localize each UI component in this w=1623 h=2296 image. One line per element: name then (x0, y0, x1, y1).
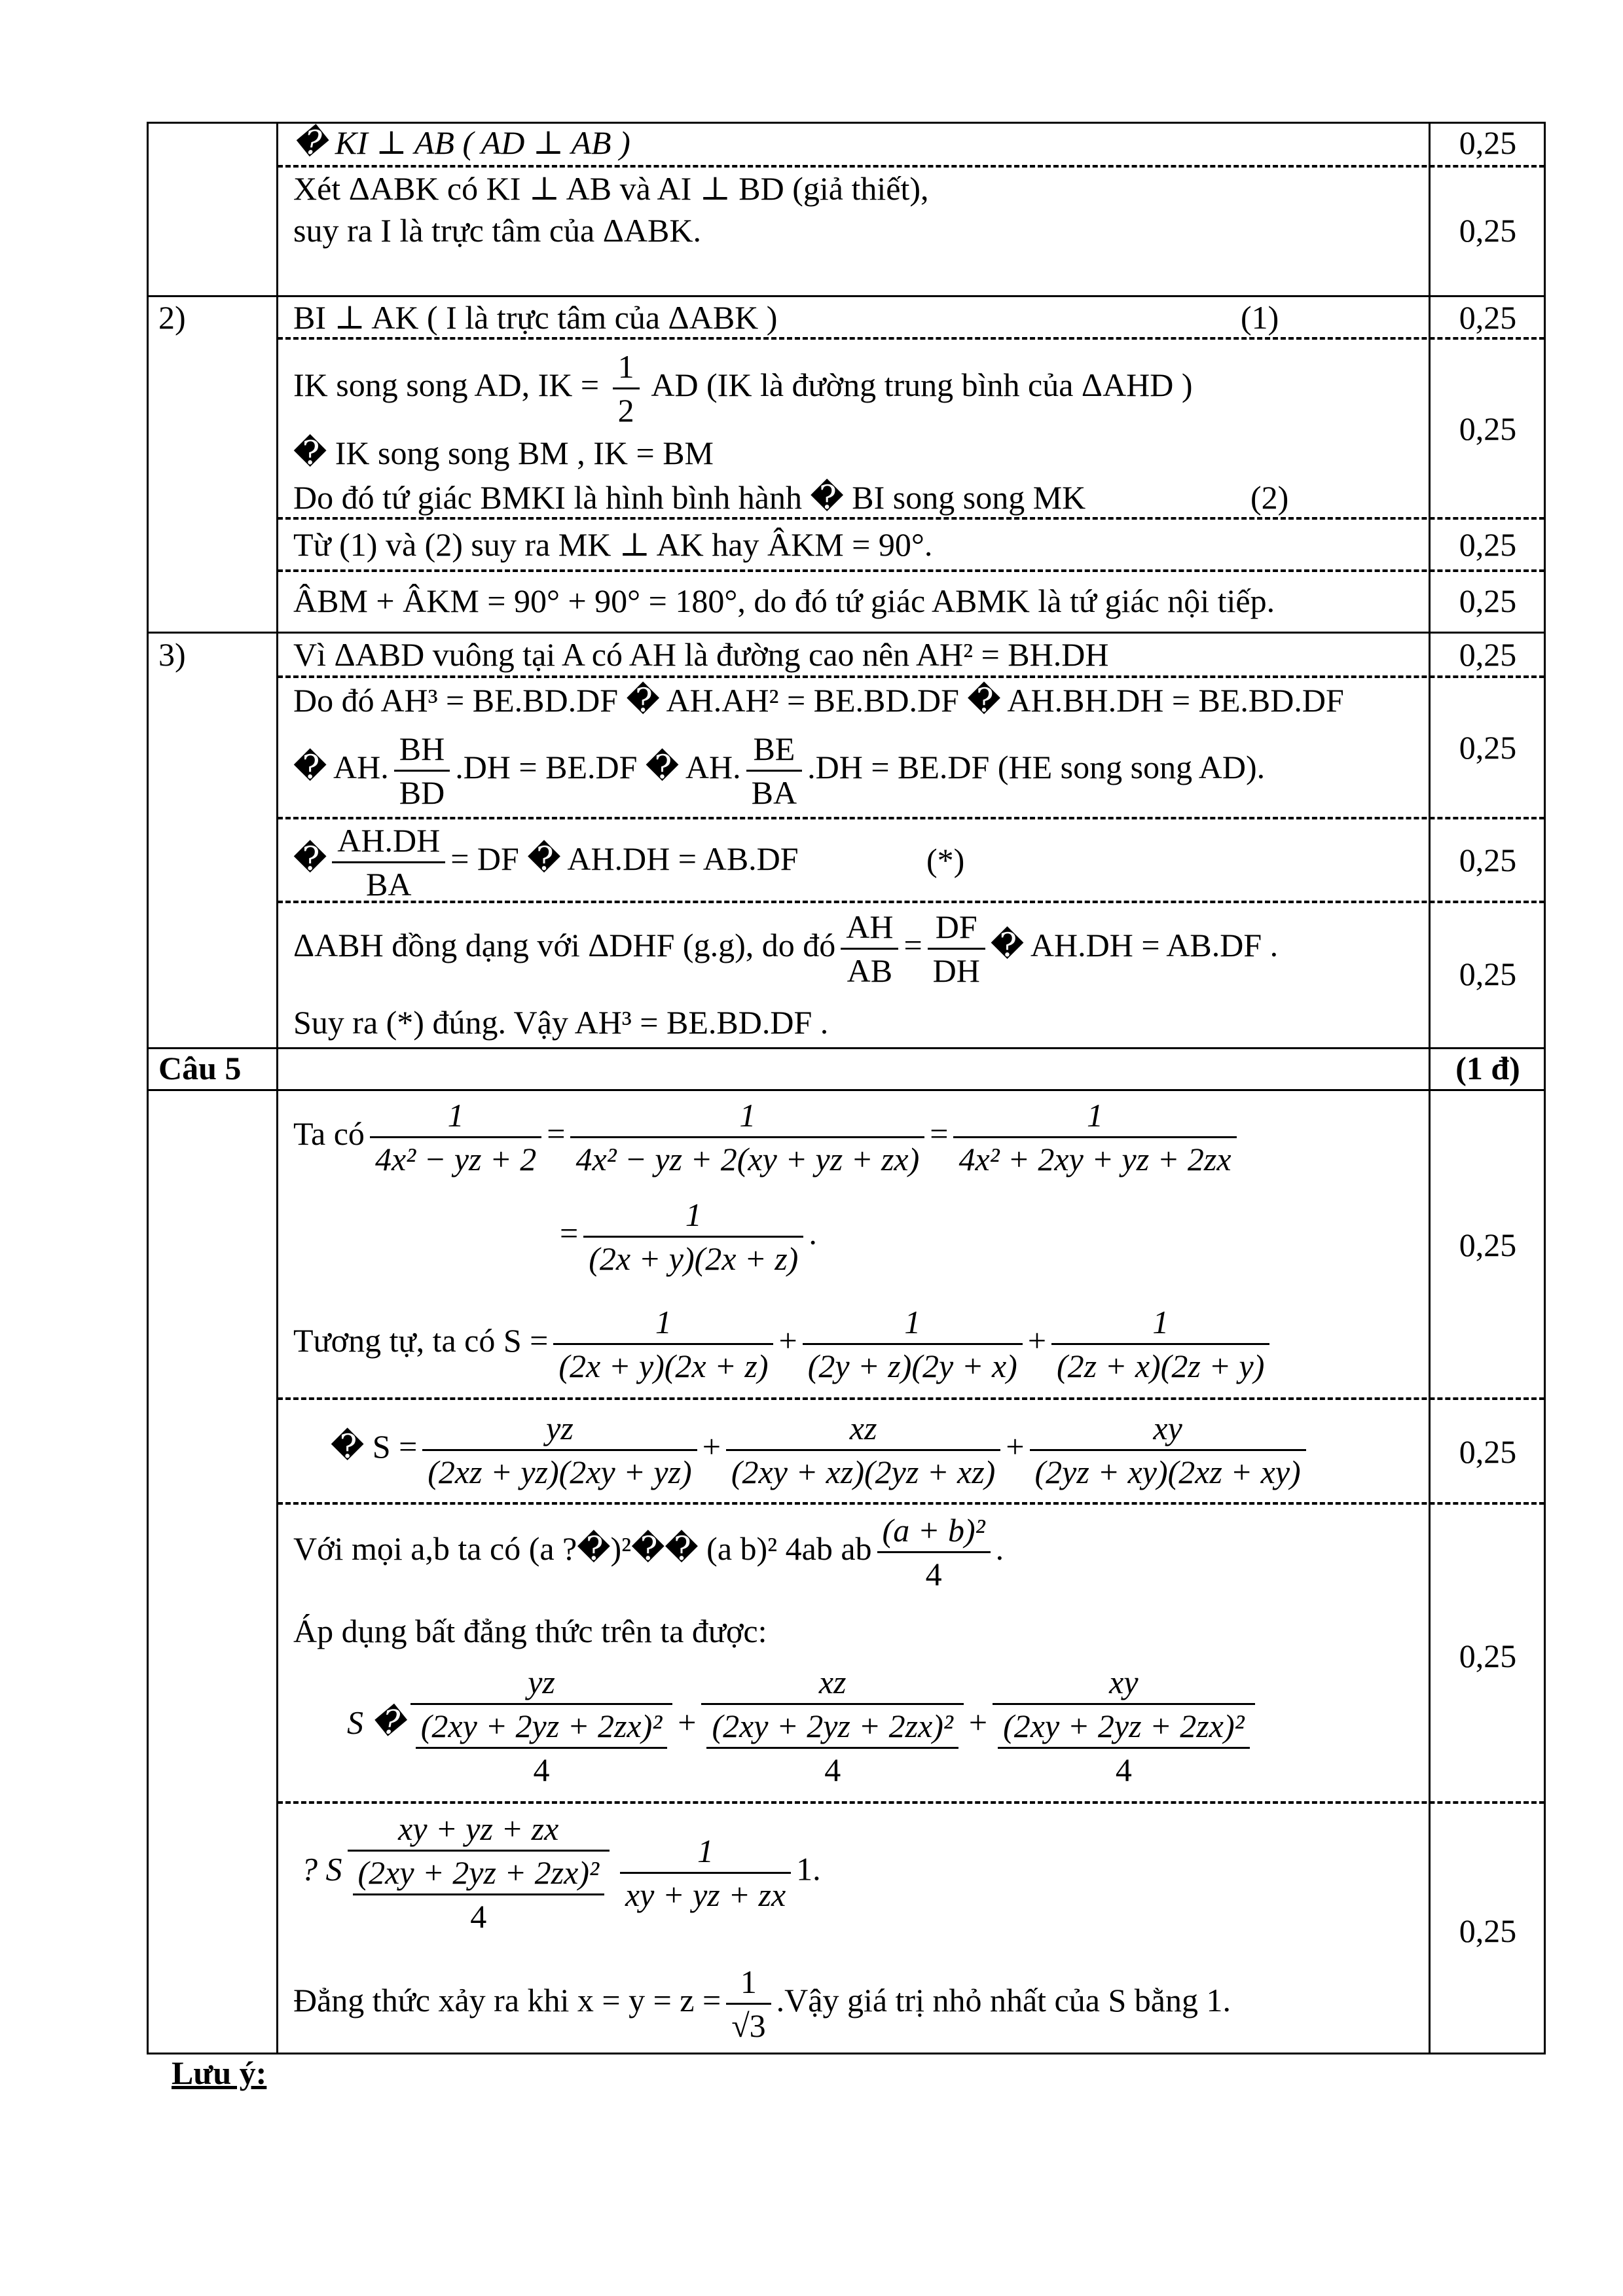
c5-line-3: Tương tự, ta có S = $\frac{1}{(2x + y)(2x + z)}$ + $\frac{1}{(2y + z)(2y + x)}$ + $\frac{1}{(2z + x)(2z + y)}$ (293, 1301, 1275, 1387)
frac-num: 1 (553, 1301, 773, 1345)
score: 0,25 (1459, 1638, 1517, 1674)
frac-den: 4 (1115, 1751, 1132, 1788)
q2-tag-2: (2) (1250, 479, 1289, 516)
frac-den: (2x + y)(2x + z) (558, 1348, 769, 1384)
fraction (620, 1830, 791, 1916)
frac-num: yz (410, 1661, 672, 1705)
q2-line-2-pre: IK song song AD, IK = (293, 366, 600, 403)
fraction (570, 1094, 924, 1180)
r1-line-1: � KI ⊥ AB ( AD ⊥ AB ) (293, 124, 630, 161)
score: 0,25 (1459, 526, 1517, 563)
nested-fraction (701, 1661, 963, 1791)
frac-num: xy (993, 1661, 1254, 1705)
c5-line-9-b: .Vậy giá trị nhỏ nhất của S bằng 1. (776, 1981, 1231, 2018)
frac-num: yz (422, 1407, 697, 1451)
frac-den: 2 (617, 392, 634, 429)
border-left (147, 122, 149, 2054)
q3-line-1: Vì ΔABD vuông tại A có AH là đường cao nên AH² = BH.DH (293, 636, 1109, 673)
c5-line-4-a: � S = (331, 1427, 418, 1465)
frac-num: AH.DH (332, 819, 445, 863)
frac-num: 1 (620, 1830, 791, 1874)
q3-line-5 (293, 906, 1278, 992)
frac-num: (2xy + 2yz + 2zx)² (353, 1852, 604, 1895)
score: 0,25 (1459, 636, 1517, 673)
q2-line-6: ÂBM + ÂKM = 90° + 90° = 180°, do đó tứ giác ABMK là tứ giác nội tiếp. (293, 583, 1275, 619)
nested-fraction (993, 1661, 1254, 1791)
q3-line-5-b: � AH.DH = AB.DF . (990, 926, 1279, 963)
frac-den: BA (366, 866, 412, 903)
fraction (1030, 1407, 1306, 1493)
dash-sep (278, 1397, 1544, 1400)
border-col1 (276, 122, 278, 2054)
frac-den: (2xz + yz)(2xy + yz) (428, 1454, 692, 1490)
fraction (746, 728, 802, 814)
frac-den: 4x² − yz + 2(xy + yz + zx) (575, 1141, 920, 1177)
fraction (726, 1961, 771, 2047)
frac-den: 4 (470, 1898, 487, 1935)
q3-label: 3) (158, 636, 186, 673)
q3-line-2: Do đó AH³ = BE.BD.DF � AH.AH² = BE.BD.DF � AH.BH.DH = BE.BD.DF (293, 682, 1344, 719)
fraction (726, 1407, 1000, 1493)
fraction (953, 1094, 1236, 1180)
row-divider-4 (147, 1047, 1546, 1049)
score: 0,25 (1459, 956, 1517, 992)
c5-line-7: S � yz (2xy + 2yz + 2zx)² 4 + xz (2xy + 2yz + 2zx)² 4 + xy (2xy + 2yz + 2zx)² 4 (347, 1661, 1260, 1791)
q3-line-3 (293, 728, 1265, 814)
row-divider-2 (147, 295, 1546, 297)
frac-den: BA (751, 774, 797, 811)
footer-note: Lưu ý: (172, 2054, 267, 2091)
frac-num: (2xy + 2yz + 2zx)² (416, 1705, 667, 1749)
q3-line-4-a: � (293, 840, 327, 877)
frac-num: xz (726, 1407, 1000, 1451)
q3-line-5-a: ΔABH đồng dạng với ΔDHF (g.g), do đó (293, 926, 836, 963)
frac-num: BE (746, 728, 802, 772)
c5-line-8: ? S xy + yz + zx (2xy + 2yz + 2zx)² 4 $\frac{1}{xy + yz + zx}$ 1. (301, 1808, 821, 1937)
frac-den: 4 (925, 1556, 942, 1592)
nested-fraction (348, 1808, 610, 1937)
frac-num: (a + b)² (877, 1509, 991, 1553)
frac-num: BH (394, 728, 450, 772)
frac-den: 4x² − yz + 2 (374, 1141, 537, 1177)
frac-den: (2yz + xy)(2xz + xy) (1034, 1454, 1301, 1490)
frac-num: AH (841, 906, 898, 950)
fraction (410, 1705, 672, 1791)
q2-line-2 (293, 346, 1193, 431)
frac-num: (2xy + 2yz + 2zx)² (998, 1705, 1249, 1749)
fraction (1051, 1301, 1269, 1387)
c5-points: (1 đ) (1455, 1050, 1520, 1086)
score: 0,25 (1459, 410, 1517, 447)
c5-line-6: Áp dụng bất đẳng thức trên ta được: (293, 1613, 767, 1649)
fraction (877, 1509, 991, 1595)
q2-line-2-post: AD (IK là đường trung bình của ΔAHD ) (651, 366, 1193, 403)
c5-line-4: � S = $\frac{yz}{(2xz + yz)(2xy + yz)}$ + $\frac{xz}{(2xy + xz)(2yz + xz)}$ + $\frac{xy}{(2yz + xy)(2xz + xy)}$ (331, 1407, 1311, 1493)
frac-den: 4 (824, 1751, 841, 1788)
frac-den: (2xy + xz)(2yz + xz) (731, 1454, 996, 1490)
c5-line-9 (293, 1961, 1231, 2047)
c5-line-5-a: Với mọi a,b ta có (a ?�)²�� (a b)² 4ab ab (293, 1530, 872, 1567)
score: 0,25 (1459, 212, 1517, 249)
fraction (348, 1852, 610, 1937)
q3-line-4-b: = DF � AH.DH = AB.DF (450, 840, 799, 877)
frac-num: 1 (570, 1094, 924, 1138)
q2-line-3: � IK song song BM , IK = BM (293, 435, 714, 471)
score: 0,25 (1459, 1912, 1517, 1949)
frac-num: 1 (1051, 1301, 1269, 1345)
score: 0,25 (1459, 299, 1517, 336)
frac-den: (2z + x)(2z + y) (1057, 1348, 1265, 1384)
frac-den: AB (847, 952, 893, 989)
score: 0,25 (1459, 842, 1517, 878)
frac-num: xy (1030, 1407, 1306, 1451)
q3-line-4 (293, 819, 799, 905)
row-divider-3 (147, 632, 1546, 634)
r1-line-2: Xét ΔABK có KI ⊥ AB và AI ⊥ BD (giả thiết), (293, 170, 929, 207)
r1-line-3: suy ra I là trực tâm của ΔABK. (293, 212, 701, 249)
q3-line-6: Suy ra (*) đúng. Vậy AH³ = BE.BD.DF . (293, 1004, 829, 1041)
frac-den: 4 (533, 1751, 550, 1788)
q3-line-3-b: .DH = BE.DF � AH. (455, 748, 741, 785)
nested-fraction (410, 1661, 672, 1791)
fraction (332, 819, 445, 905)
frac-num: xy + yz + zx (348, 1808, 610, 1852)
fraction (803, 1301, 1023, 1387)
frac-den: (2x + y)(2x + z) (589, 1240, 799, 1277)
dash-sep (278, 1502, 1544, 1505)
q2-line-1: BI ⊥ AK ( I là trực tâm của ΔABK ) (293, 299, 778, 336)
dash-sep (278, 165, 1544, 168)
dash-sep (278, 569, 1544, 572)
q2-line-5: Từ (1) và (2) suy ra MK ⊥ AK hay ÂKM = 90°. (293, 526, 933, 563)
dash-sep (278, 337, 1544, 340)
frac-den: DH (932, 952, 980, 989)
c5-label: Câu 5 (158, 1050, 242, 1086)
fraction (394, 728, 450, 814)
fraction (370, 1094, 541, 1180)
fraction (841, 906, 898, 992)
fraction (422, 1407, 697, 1493)
frac-den: 4x² + 2xy + yz + 2zx (958, 1141, 1231, 1177)
equals: = (903, 926, 922, 963)
c5-line-1-a: Ta có (293, 1115, 365, 1152)
q3-tag-star: (*) (926, 842, 965, 878)
frac-num: xz (701, 1661, 963, 1705)
fraction (701, 1705, 963, 1791)
q3-line-3-a: � AH. (293, 748, 389, 785)
frac-num: 1 (613, 346, 640, 389)
frac-den: √3 (731, 2007, 766, 2044)
dash-sep (278, 1801, 1544, 1804)
frac-num: 1 (726, 1961, 771, 2005)
border-bottom (147, 2053, 1546, 2054)
frac-den: xy + yz + zx (625, 1876, 786, 1913)
score: 0,25 (1459, 1227, 1517, 1263)
dash-sep (278, 517, 1544, 520)
c5-line-9-a: Đẳng thức xảy ra khi x = y = z = (293, 1981, 721, 2018)
dash-sep (278, 675, 1544, 678)
fraction (553, 1301, 773, 1387)
frac-num: 1 (953, 1094, 1236, 1138)
frac-num: (2xy + 2yz + 2zx)² (706, 1705, 958, 1749)
frac-num: DF (928, 906, 985, 950)
q2-tag-1: (1) (1241, 299, 1279, 336)
c5-line-2: = $\frac{1}{(2x + y)(2x + z)}$ . (560, 1194, 817, 1280)
c5-line-5: Với mọi a,b ta có (a ?�)²�� (a b)² 4ab ab $\frac{\text{(a + b)²}}{4}$ . (293, 1509, 1004, 1595)
c5-line-8-b: 1 (796, 1850, 813, 1888)
fraction-half (613, 346, 640, 431)
row-divider-5 (147, 1089, 1546, 1091)
frac-den: BD (399, 774, 445, 811)
fraction (583, 1194, 803, 1280)
c5-line-3-a: Tương tự, ta có S = (293, 1321, 549, 1359)
fraction (993, 1705, 1254, 1791)
q2-line-4: Do đó tứ giác BMKI là hình bình hành � BI song song MK (293, 479, 1086, 516)
frac-den: (2y + z)(2y + x) (807, 1348, 1017, 1384)
c5-line-8-a: ? S (301, 1850, 342, 1888)
score: 0,25 (1459, 729, 1517, 766)
score: 0,25 (1459, 583, 1517, 619)
c5-line-7-a: S � (347, 1704, 405, 1741)
score: 0,25 (1459, 1433, 1517, 1470)
score: 0,25 (1459, 124, 1517, 161)
frac-num: 1 (370, 1094, 541, 1138)
q3-line-3-c: .DH = BE.DF (HE song song AD). (807, 748, 1266, 785)
frac-num: 1 (803, 1301, 1023, 1345)
fraction (928, 906, 985, 992)
q2-label: 2) (158, 299, 186, 336)
c5-line-1: Ta có $\frac{1}{\text{4x² − yz + 2}}$ = $\frac{1}{\text{4x² − yz + 2(xy + yz + zx)}}$ = $\frac{1}{\text{4x² + 2xy + yz + 2zx}}$ (293, 1094, 1242, 1180)
frac-num: 1 (583, 1194, 803, 1238)
